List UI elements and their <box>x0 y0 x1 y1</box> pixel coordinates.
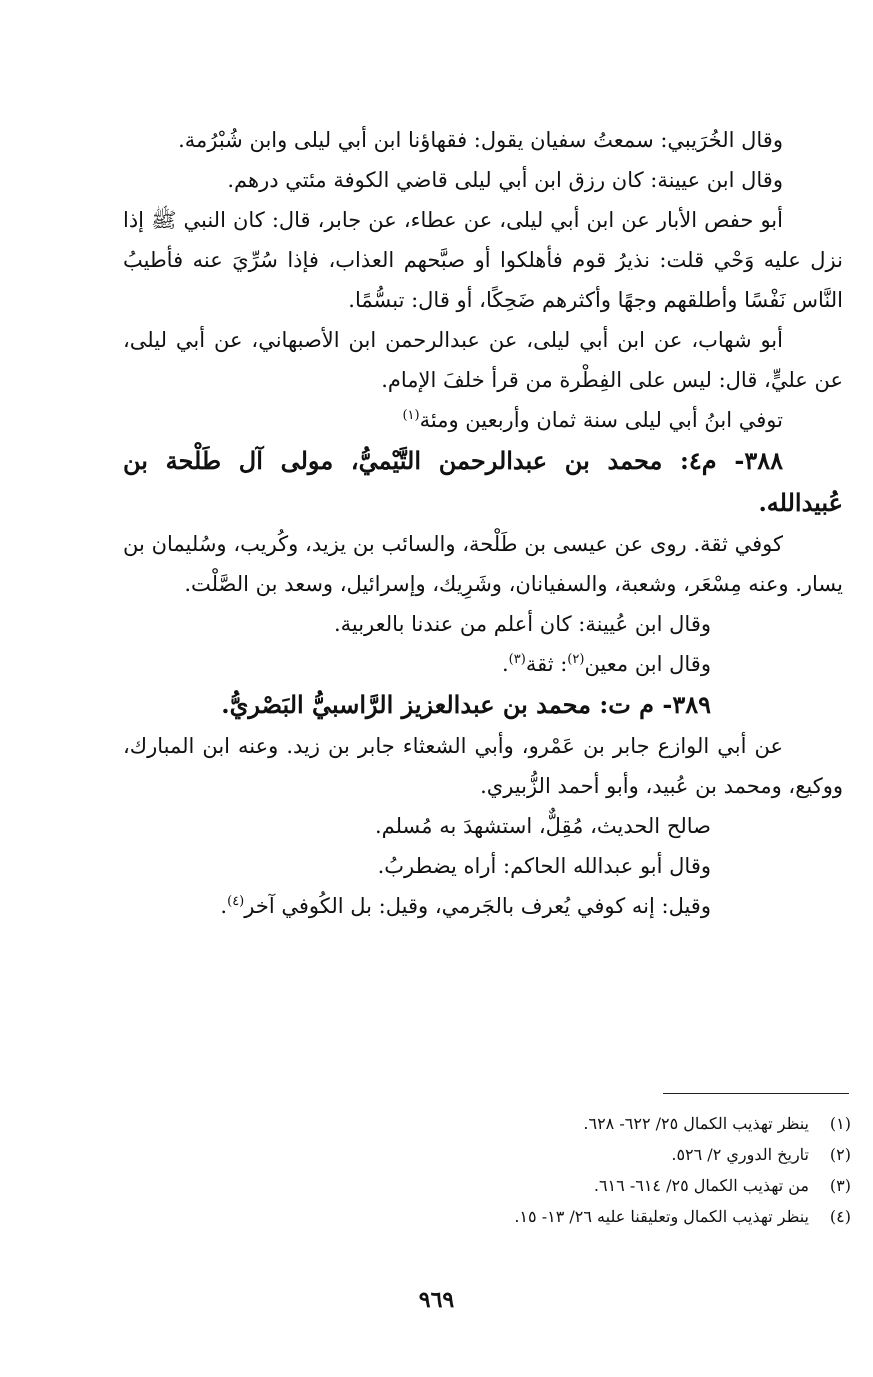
entry-388-heading: ٣٨٨- م٤: محمد بن عبدالرحمن التَّيْميُّ، مولى آل طَلْحة بن عُبيدالله. <box>123 446 843 517</box>
footnote-number: (٢) <box>829 1145 851 1164</box>
footnote-item <box>151 1201 851 1232</box>
main-text <box>123 120 843 926</box>
footnote-item <box>151 1108 851 1139</box>
footnote-ref-1[interactable]: (١) <box>402 408 420 423</box>
footnote-text: من تهذيب الكمال ٢٥/ ٦١٤- ٦١٦. <box>593 1176 809 1195</box>
footnote-number: (١) <box>829 1114 851 1133</box>
entry-389-narrators: عن أبي الوازع جابر بن عَمْرو، وأبي الشعثاء جابر بن زيد. وعنه ابن المبارك، ووكيع، ومحمد بن عُبيد، وأبو أحمد الزُّبيري. <box>123 734 843 798</box>
footnote-text: ينظر تهذيب الكمال ٢٥/ ٦٢٢- ٦٢٨. <box>583 1114 809 1133</box>
footnotes <box>151 1108 851 1232</box>
entry-389-heading: ٣٨٩- م ت: محمد بن عبدالعزيز الرَّاسبيُّ البَصْريُّ. <box>221 690 711 719</box>
page-number: ٩٦٩ <box>418 1287 455 1313</box>
entry-389-hakim: وقال أبو عبدالله الحاكم: أراه يضطربُ. <box>377 854 711 878</box>
paragraph-abu-shihab: أبو شهاب، عن ابن أبي ليلى، عن عبدالرحمن ابن الأصبهاني، عن أبي ليلى، عن عليٍّ، قال: ليس على الفِطْرة من قرأ خلفَ الإمام. <box>123 328 843 392</box>
paragraph-khuraybi: وقال الخُرَيبي: سمعتُ سفيان يقول: فقهاؤنا ابن أبي ليلى وابن شُبْرُمة. <box>178 128 783 152</box>
paragraph-death-year: توفي ابنُ أبي ليلى سنة ثمان وأربعين ومئة$^{(١)}$ <box>402 408 783 432</box>
footnote-number: (٣) <box>829 1176 851 1195</box>
footnote-number: (٤) <box>829 1207 851 1226</box>
footnote-ref-2[interactable]: (٢) <box>567 652 585 667</box>
entry-389-grading: صالح الحديث، مُقِلٌّ، استشهدَ به مُسلم. <box>374 814 711 838</box>
footnote-text: تاريخ الدوري ٢/ ٥٢٦. <box>671 1145 809 1164</box>
paragraph-ibn-uyaynah: وقال ابن عيينة: كان رزق ابن أبي ليلى قاضي الكوفة مئتي درهم. <box>227 168 783 192</box>
footnote-item <box>151 1170 851 1201</box>
paragraph-abu-hafs: أبو حفص الأبار عن ابن أبي ليلى، عن عطاء، عن جابر، قال: كان النبي ﷺ إذا نزل عليه وَحْي قلت: نذيرُ قوم فأهلكوا أو صبَّحهم العذاب، فإذا سُرِّيَ عنه فأطيبُ النَّاس نَفْسًا وأطلقهم وجهًا وأكثرهم ضَحِكًا، أو قال: تبسُّمًا. <box>123 208 843 312</box>
footnote-divider <box>663 1093 849 1094</box>
footnote-text: ينظر تهذيب الكمال وتعليقنا عليه ٢٦/ ١٣- ١٥. <box>514 1207 809 1226</box>
footnote-item <box>151 1139 851 1170</box>
entry-388-ibn-maeen: وقال ابن معين$^{(٢)}$: ثقة$^{(٣)}$. <box>501 652 711 676</box>
entry-388-ibn-uyaynah: وقال ابن عُيينة: كان أعلم من عندنا بالعربية. <box>333 612 711 636</box>
entry-389-kufi: وقيل: إنه كوفي يُعرف بالجَرمي، وقيل: بل الكُوفي آخر$^{(٤)}$. <box>220 894 711 918</box>
footnote-ref-3[interactable]: (٣) <box>508 652 526 667</box>
entry-388-narrators: كوفي ثقة. روى عن عيسى بن طَلْحة، والسائب بن يزيد، وكُريب، وسُليمان بن يسار. وعنه مِسْعَر، وشعبة، والسفيانان، وشَرِيك، وإسرائيل، وسعد بن الصَّلْت. <box>123 532 843 596</box>
footnote-ref-4[interactable]: (٤) <box>227 894 245 909</box>
